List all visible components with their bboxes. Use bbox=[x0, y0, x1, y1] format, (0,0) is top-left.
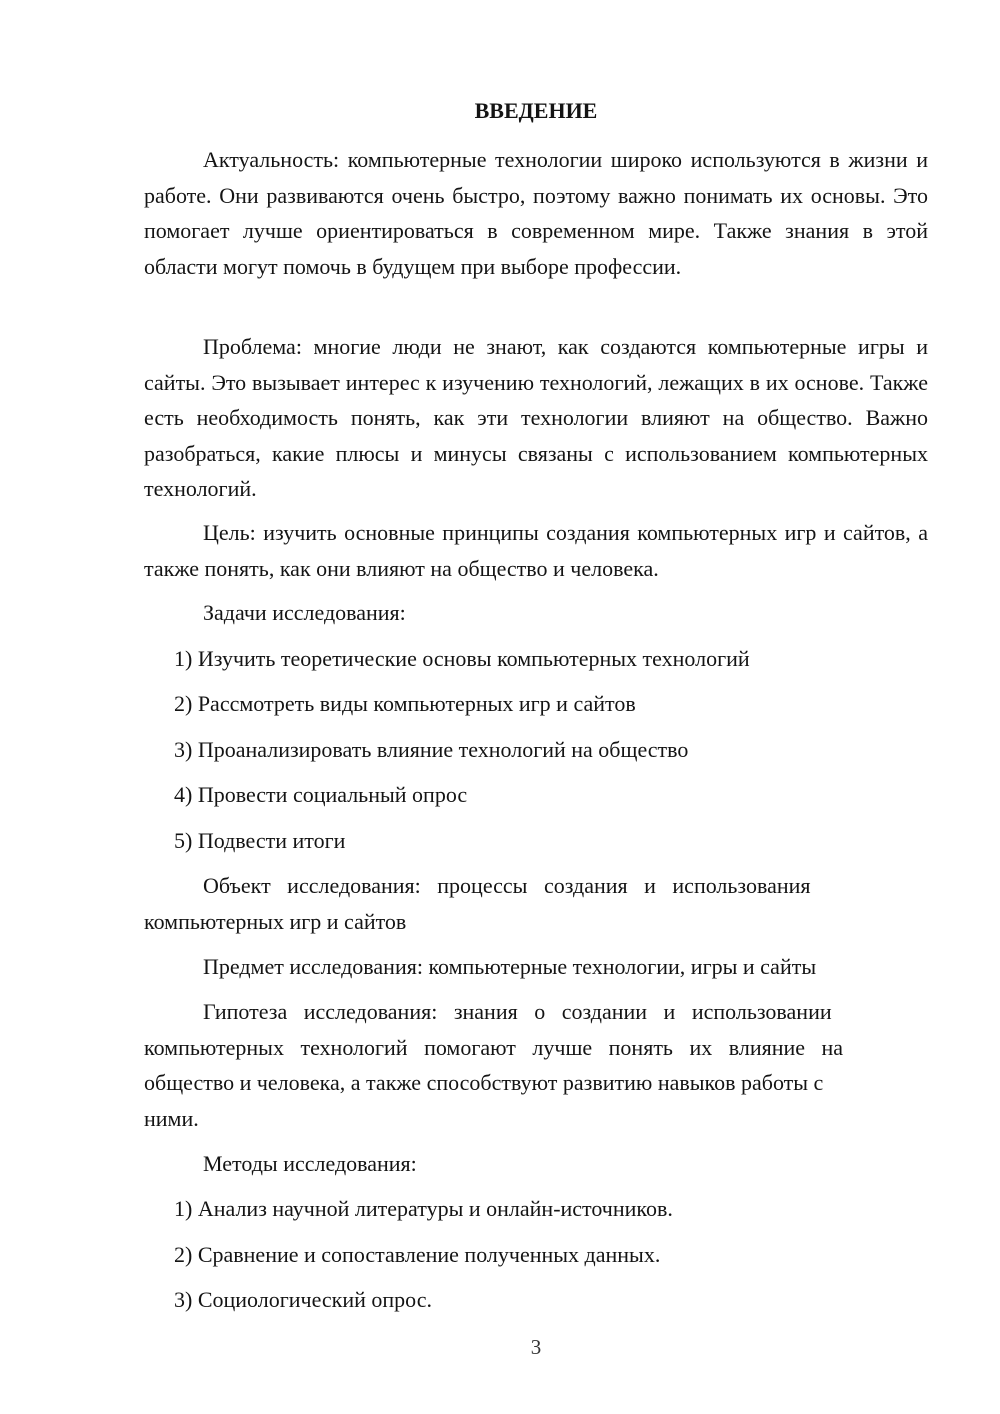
hypothesis-line-3: общество и человека, а также способствуют развитию навыков работы с bbox=[144, 1070, 824, 1095]
task-item-2: 2) Рассмотреть виды компьютерных игр и сайтов bbox=[174, 691, 636, 716]
task-item-1: 1) Изучить теоретические основы компьютерных технологий bbox=[174, 646, 750, 671]
subject-line: Предмет исследования: компьютерные технологии, игры и сайты bbox=[203, 954, 817, 979]
hypothesis-line-4: ними. bbox=[144, 1106, 199, 1131]
task-item-4: 4) Провести социальный опрос bbox=[174, 782, 468, 807]
methods-heading: Методы исследования: bbox=[203, 1151, 417, 1176]
object-line-1: Объект исследования: процессы создания и использования bbox=[203, 873, 811, 898]
paragraph-relevance: Актуальность: компьютерные технологии широко используются в жизни и работе. Они развиваются очень быстро, поэтому важно понимать их основы. Это помогает лучше ориентироваться в современном мире. Также знания в этой области могут помочь в будущем при выборе профессии. bbox=[144, 147, 928, 279]
task-item-3: 3) Проанализировать влияние технологий на общество bbox=[174, 737, 689, 762]
page-number: 3 bbox=[530, 1335, 542, 1359]
method-item-3: 3) Социологический опрос. bbox=[174, 1287, 432, 1312]
paragraph-problem: Проблема: многие люди не знают, как создаются компьютерные игры и сайты. Это вызывает интерес к изучению технологий, лежащих в их основе. Также есть необходимость понять, как эти технологии влияют на общество. Важно разобраться, какие плюсы и минусы связаны с использованием компьютерных технологий. bbox=[144, 334, 928, 501]
hypothesis-line-1: Гипотеза исследования: знания о создании и использовании bbox=[203, 999, 832, 1024]
method-item-1: 1) Анализ научной литературы и онлайн-источников. bbox=[174, 1196, 673, 1221]
task-item-5: 5) Подвести итоги bbox=[174, 828, 346, 853]
hypothesis-line-2: компьютерных технологий помогают лучше понять их влияние на bbox=[144, 1035, 844, 1060]
object-line-2: компьютерных игр и сайтов bbox=[144, 909, 407, 934]
tasks-heading: Задачи исследования: bbox=[203, 600, 406, 625]
page-title: ВВЕДЕНИЕ bbox=[474, 98, 598, 123]
paragraph-goal: Цель: изучить основные принципы создания компьютерных игр и сайтов, а также понять, как они влияют на общество и человека. bbox=[144, 520, 928, 581]
method-item-2: 2) Сравнение и сопоставление полученных данных. bbox=[174, 1242, 661, 1267]
